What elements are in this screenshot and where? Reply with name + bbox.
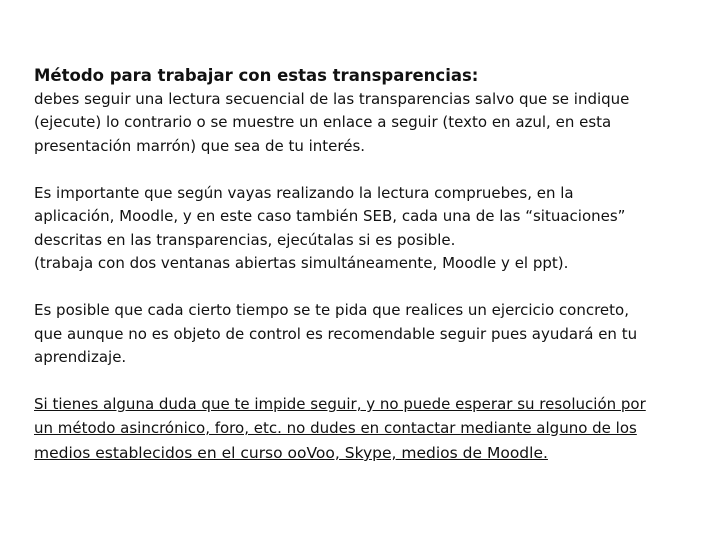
paragraph-1-line: (ejecute) lo contrario o se muestre un enlace a seguir (texto en azul, en esta (34, 113, 612, 131)
paragraph-2-line: (trabaja con dos ventanas abiertas simultáneamente, Moodle y el ppt). (34, 254, 569, 272)
paragraph-1-line: debes seguir una lectura secuencial de las transparencias salvo que se indique (34, 89, 630, 108)
paragraph-3-line: Es posible que cada cierto tiempo se te pida que realices un ejercicio concreto, (34, 301, 629, 319)
contact-link-line[interactable]: Si tienes alguna duda que te impide seguir, y no puede esperar su resolución por (34, 395, 646, 413)
paragraph-spacer (34, 276, 704, 300)
paragraph-2-line: Es importante que según vayas realizando la lectura compruebes, en la (34, 183, 574, 202)
paragraph-3-line: que aunque no es objeto de control es recomendable seguir pues ayudará en tu (34, 324, 638, 343)
paragraph-1-line: presentación marrón) que sea de tu interés. (34, 136, 366, 155)
paragraph-3-line: aprendizaje. (34, 348, 127, 366)
contact-link-line[interactable]: medios establecidos en el curso ooVoo, Skype, medios de Moodle. (34, 444, 548, 462)
slide-title: Método para trabajar con estas transparencias: (34, 66, 479, 85)
contact-link-line[interactable]: un método asincrónico, foro, etc. no dudes en contactar mediante alguno de los (34, 418, 637, 437)
paragraph-2-line: descritas en las transparencias, ejecútalas si es posible. (34, 230, 456, 249)
slide-content (34, 64, 704, 466)
paragraph-2-line: aplicación, Moodle, y en este caso también SEB, cada una de las “situaciones” (34, 207, 626, 225)
paragraph-spacer (34, 370, 704, 394)
paragraph-spacer (34, 158, 704, 182)
